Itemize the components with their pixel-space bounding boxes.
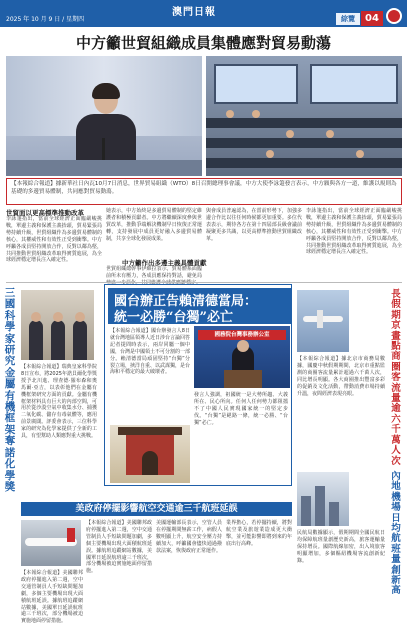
right-story-photo-plane — [297, 290, 349, 352]
bottom-story-title: 美政府停擺影響航空交通逾三千航班延誤 — [21, 502, 292, 516]
lead-photo-speaker — [6, 56, 202, 176]
masthead: 澳門日報 — [172, 7, 216, 18]
center-story-photo-spokesperson: 國務院台灣事務辦公室 — [194, 326, 290, 388]
right-story-body-1: 【本報綜合報道】據北京市商務局數據，國慶中秋假期期間，北京市重點監測的商圈客流量累計超過六千萬人次，同比增長明顯。各大商圈推出豐富多彩的促銷及文化活動，帶動消費市場持續升溫，夜間經濟表現亮眼。 — [297, 356, 385, 397]
center-story-photo-building — [110, 425, 190, 483]
section-divider — [6, 282, 402, 283]
lead-column-3: 與會成員普遍認為，在當前形勢下，加強多邊合作比以往任何時候都更加重要。多位代表表示，期待各方在第十四屆部長級會議前凝聚更多共識，以更高標準推動世貿組織改革。 — [206, 208, 302, 242]
lead-photo-meeting-hall — [206, 56, 402, 176]
right-story-body-2: 民航局數據顯示，假期期間全國民航日均保障航班量創歷史新高，旅客運輸量保持增長。國際航線加密，出入境旅客明顯增加，多個樞紐機場客流創新紀錄。 — [297, 530, 385, 564]
left-story-body: 【本報綜合報道】瑞典皇家科學院8日宣布，將2025年諾貝爾化學獎授予北川進、理查德·羅布森和奧馬爾·亞吉，以表彰他們在金屬有機框架研究方面的貢獻。金屬有機框架材料具有巨大的內部空間，可用於從沙漠空氣中收集水分、捕獲二氧化碳、儲存有毒氣體等，應用前景廣闊。評委會表示，三位科學家的研究為化學家提供了全新的工具，有望幫助人類應對重大挑戰。 — [21, 364, 97, 440]
left-story-title: 三 國 科 學 家 研 究 金 屬 有 機 框 架 奪 諾 化 學 獎 — [4, 287, 16, 493]
issue-date: 2025 年 10 月 9 日 / 星期四 — [6, 16, 85, 23]
lead-column-2: 她表示，中方始終是多邊貿易體制的堅定維護者和積極貢獻者。中方將繼續深度參與世貿改革，推動爭端解決機制早日恢復正常運轉，支持發展中成員更好融入多邊貿易體制，共享全球化發展成果。 — [106, 208, 202, 242]
lead-column-4: 李詠箑指出，當前全球經濟正面臨嚴峻挑戰，單邊主義和保護主義抬頭，貿易緊張局勢持續升級，世貿組織作為多邊貿易體制的核心，其權威性和有效性正受到衝擊。中方呼籲各成員堅持開放合作，反對以鄰為壑，共同推動世貿組織改革取得實質進展，為全球經濟穩定增長注入確定性。 — [306, 208, 402, 256]
bottom-story-body-4: 業界擔心，若停擺持續，將對航空業及旅遊業造成更大衝擊，並可能影響即將到來的年底出行高峰。 — [226, 520, 292, 547]
lead-headline: 中方籲世貿組織成員集體應對貿易動蕩 — [75, 34, 331, 52]
lead-column-1: 李詠箑指出，當前全球經濟正面臨嚴峻挑戰，單邊主義和保護主義抬頭，貿易緊張局勢持續升級，世貿組織作為多邊貿易體制的核心，其權威性和有效性正受到衝擊。中方呼籲各成員堅持開放合作，反對以鄰為壑，共同推動世貿組織改革取得實質進展，為全球經濟穩定增長注入確定性。 — [6, 216, 102, 264]
center-story-title: 國台辦正告賴清德當局： 統一必勝“台獨”必亡 — [108, 288, 292, 324]
lead-caption: 【本報綜合報道】據新華社日內瓦10月7日消息，世界貿易組織（WTO）8日召開總理事會議，中方大使李詠箑發言表示，中方願與各方一道，維護以規則為基礎的多邊貿易體制，共同應對貿易動蕩。 — [6, 178, 402, 205]
lead-subhead-1: 世貿面以更高標準推動改革 — [6, 209, 84, 217]
lead-column-2b: 世貿組織總幹事伊維拉表示，貿易體系面臨前所未有壓力，各成員應保持對話，避免局 — [106, 266, 202, 279]
center-story-body-2: 發言人強調，祖國統一是大勢所趨、大義所在、民心所向。任何人任何勢力都阻擋不了中國人民實現國家統一的堅定步伐。“台獨”是絕路一條，統一必勝、“台獨”必亡。 — [194, 392, 288, 426]
lead-subhead-2: 中方籲作出多邊主義具體貢獻 — [122, 259, 207, 267]
page-number: 04 — [361, 11, 383, 26]
section-label: 綜覽 — [336, 13, 360, 25]
bottom-story-body-3: 美國運輸部長表示，空管人員在停擺期間無薪工作，病假人數明顯上升，航空安全壓力持續加大，呼籲國會儘快通過撥款法案，恢復政府正常運作。 — [156, 520, 222, 554]
bottom-story-body-2: 【本報綜合報道】美國聯邦政府停擺進入第二週，空中交通管制員人手短缺問題加劇，多個主要機場出現大面積航班延誤。據航班追蹤網站數據，美國單日延誤航班逾三千班次，部分機場被迫實施地面停留措施。 — [86, 520, 152, 575]
right-story-title-2: 內 地 機 場 日 均 航 班 量 創 新 高 — [391, 471, 401, 597]
bottom-story-photo-aircraft — [21, 520, 81, 566]
bottom-story-body-1: 【本報綜合報道】美國聯邦政府停擺進入第二週，空中交通管制員人手短缺問題加劇，多個主要機場出現大面積航班延誤。據航班追蹤網站數據，美國單日延誤航班逾三千班次，部分機場被迫實施地面停留措施。 — [21, 570, 83, 625]
newspaper-logo-icon — [386, 8, 402, 24]
page-header — [0, 0, 407, 27]
right-story-title-1: 長 假 期 京 畫 點 商 圈 客 流 量 逾 六 千 萬 人 次 — [391, 289, 401, 467]
center-story-body-1: 【本報綜合報道】國台辦發言人8日就台灣地區領導人近日涉台言論回答記者提問時表示，兩岸同屬一個中國，台灣是中國領土不可分割的一部分。賴清德當局頑固堅持“台獨”分裂立場，挾洋自重、以武謀獨，是台海和平穩定的最大破壞者。 — [110, 328, 191, 376]
left-story-photo — [21, 290, 94, 360]
right-story-photo-airport — [297, 472, 349, 526]
